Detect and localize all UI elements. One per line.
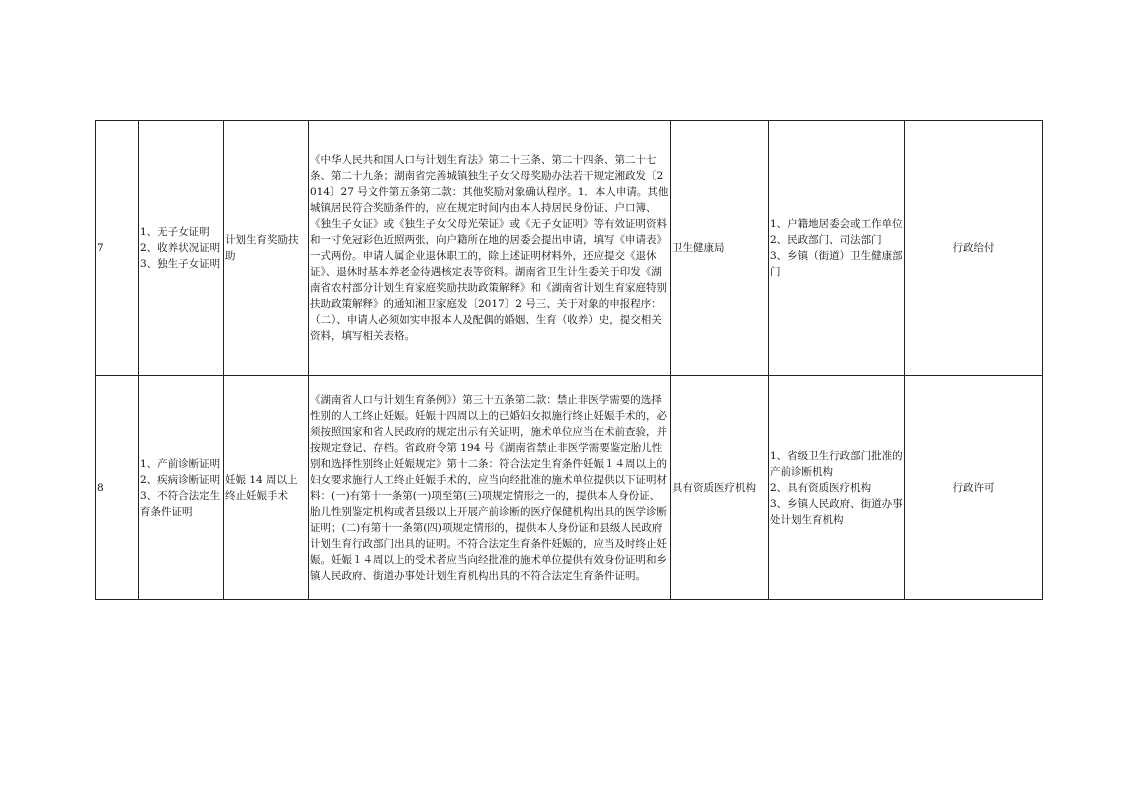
legal-basis: 《中华人民共和国人口与计划生育法》第二十三条、第二十四条、第二十七条、第二十九条；湖南省完善城镇独生子女父母奖励办法若干规定湘政发〔2014〕27 号文件第五条第二款：其他奖励对象确认程序。1．本人申请。其他城镇居民符合奖励条件的，应在规定时间内由本人持居民身份证、户口簿、《独生子女证》或《独生子女父母光荣证》或《无子女证明》等有效证明资料和一寸免冠彩色近照两张，向户籍所在地的居委会提出申请，填写《申请表》一式两份。申请人属企业退休职工的，除上述证明材料外，还应提交《退休证》、退休时基本养老金待遇核定表等资料。湖南省卫生计生委关于印发《湖南省农村部分计划生育家庭奖励扶助政策解释》和《湖南省计划生育家庭特别扶助政策解释》的通知湘卫家庭发〔2017〕2 号三、关于对象的申报程序：（二）、申请人必须如实申报本人及配偶的婚姻、生育（收养）史，提交相关资料，填写相关表格。 bbox=[309, 121, 671, 376]
handling-department: 卫生健康局 bbox=[671, 121, 769, 376]
row-number: 8 bbox=[96, 376, 139, 600]
matter-type: 行政给付 bbox=[905, 121, 1043, 376]
handling-department: 具有资质医疗机构 bbox=[671, 376, 769, 600]
matter-type: 行政许可 bbox=[905, 376, 1043, 600]
legal-basis: 《湖南省人口与计划生育条例》）第三十五条第二款：禁止非医学需要的选择性别的人工终止妊娠。妊娠十四周以上的已婚妇女拟施行终止妊娠手术的，必须按照国家和省人民政府的规定出示有关证明，施术单位应当在术前查验，并按规定登记、存档。省政府令第 194 号《湖南省禁止非医学需要鉴定胎儿性别和选择性别终止妊娠规定》第十二条：符合法定生育条件妊娠１４周以上的妇女要求施行人工终止妊娠手术的，应当向经批准的施术单位提供以下证明材料：(一)有第十一条第(一)项至第(三)项规定情形之一的，提供本人身份证、胎儿性别鉴定机构或者县级以上开展产前诊断的医疗保健机构出具的医学诊断证明；(二)有第十一条第(四)项规定情形的，提供本人身份证和县级人民政府计划生育行政部门出具的证明。不符合法定生育条件妊娠的，应当及时终止妊娠。妊娠１４周以上的受术者应当向经批准的施术单位提供有效身份证明和乡镇人民政府、街道办事处计划生育机构出具的不符合法定生育条件证明。 bbox=[309, 376, 671, 600]
row-number: 7 bbox=[96, 121, 139, 376]
table-row bbox=[96, 121, 1043, 376]
table-row bbox=[96, 376, 1043, 600]
matters-table bbox=[95, 120, 1043, 600]
item-name: 计划生育奖励扶助 bbox=[224, 121, 309, 376]
cooperating-departments: 1、省级卫生行政部门批准的产前诊断机构 2、具有资质医疗机构 3、乡镇人民政府、街道办事处计划生育机构 bbox=[769, 376, 905, 600]
required-materials: 1、无子女证明 2、收养状况证明 3、独生子女证明 bbox=[139, 121, 224, 376]
required-materials: 1、产前诊断证明 2、疾病诊断证明 3、不符合法定生育条件证明 bbox=[139, 376, 224, 600]
cooperating-departments: 1、户籍地居委会或工作单位 2、民政部门、司法部门 3、乡镇（街道）卫生健康部门 bbox=[769, 121, 905, 376]
item-name: 妊娠 14 周以上终止妊娠手术 bbox=[224, 376, 309, 600]
